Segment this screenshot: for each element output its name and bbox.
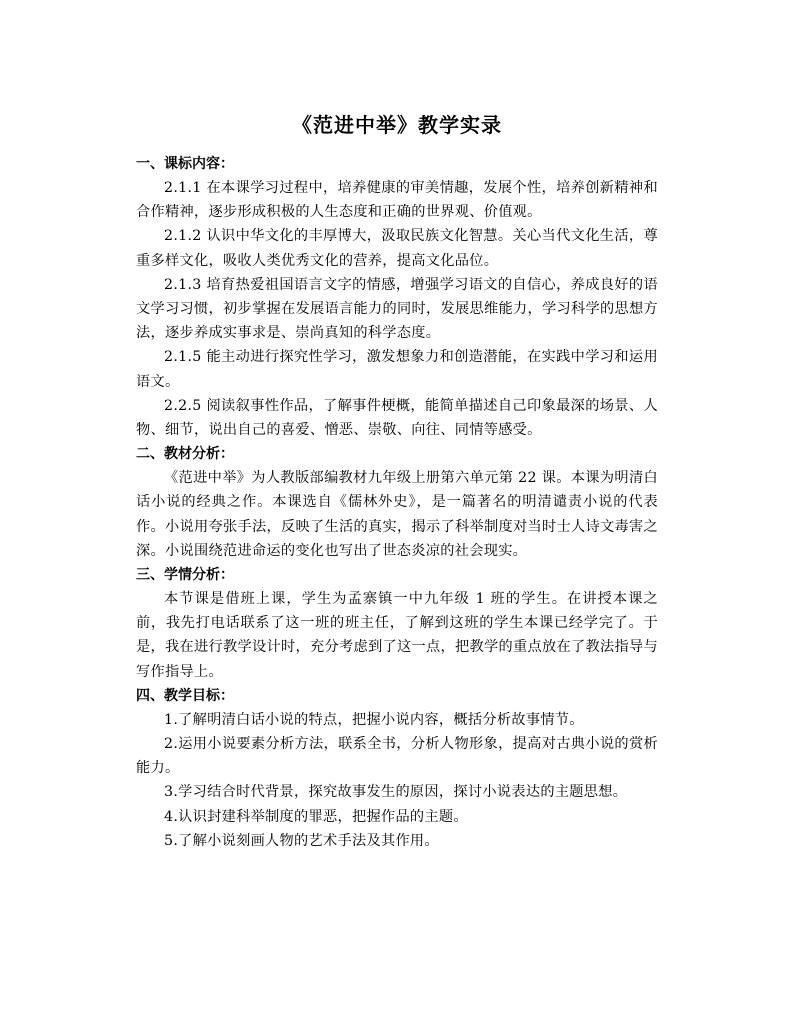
section-heading-students: 三、学情分析： xyxy=(136,567,234,584)
section-heading-objectives: 四、教学目标： xyxy=(136,687,234,704)
textbook-paragraph: 《范进中举》为人教版部编教材九年级上册第六单元第 22 课。本课为明清白话小说的经典之作。本课选自《儒林外史》，是一篇著名的明清谴责小说的代表作。小说用夸张手法，反映了生活的真实，揭示了科举制度对当时士人诗文毒害之深。小说围绕范进命运的变化也写出了世态炎凉的社会现实。 xyxy=(136,470,658,559)
document-title: 《范进中举》教学实录 xyxy=(292,113,502,137)
section-heading-textbook: 二、教材分析： xyxy=(136,446,234,463)
objective-item: 2.运用小说要素分析方法，联系全书，分析人物形象，提高对古典小说的赏析能力。 xyxy=(136,736,658,777)
objective-item: 1.了解明清白话小说的特点，把握小说内容，概括分析故事情节。 xyxy=(164,711,584,728)
objective-item: 4.认识封建科举制度的罪恶，把握作品的主题。 xyxy=(164,808,468,825)
curriculum-paragraph: 2.1.2 认识中华文化的丰厚博大，汲取民族文化智慧。关心当代文化生活，尊重多样文化，吸收人类优秀文化的营养，提高文化品位。 xyxy=(136,228,658,269)
objective-item: 5.了解小说刻画人物的艺术手法及其作用。 xyxy=(164,832,439,849)
curriculum-paragraph: 2.1.1 在本课学习过程中，培养健康的审美情趣，发展个性，培养创新精神和合作精神，逐步形成积极的人生态度和正确的世界观、价值观。 xyxy=(136,180,658,221)
students-paragraph: 本节课是借班上课，学生为孟寨镇一中九年级 1 班的学生。在讲授本课之前，我先打电话联系了这一班的班主任，了解到这班的学生本课已经学完了。于是，我在进行教学设计时，充分考虑到了这一点，把教学的重点放在了教法指导与写作指导上。 xyxy=(136,591,658,680)
section-heading-curriculum: 一、课标内容： xyxy=(136,156,234,172)
curriculum-paragraph: 2.2.5 阅读叙事性作品，了解事件梗概，能简单描述自己印象最深的场景、人物、细节，说出自己的喜爱、憎恶、崇敬、向往、同情等感受。 xyxy=(136,397,658,439)
curriculum-paragraph: 2.1.3 培育热爱祖国语言文字的情感，增强学习语文的自信心，养成良好的语文学习习惯，初步掌握在发展语言能力的同时，发展思维能力，学习科学的思想方法，逐步养成实事求是、崇尚真知的科学态度。 xyxy=(136,276,658,342)
document-body xyxy=(136,152,658,853)
objective-item: 3.学习结合时代背景，探究故事发生的原因，探讨小说表达的主题思想。 xyxy=(164,784,628,801)
curriculum-paragraph: 2.1.5 能主动进行探究性学习，激发想象力和创造潜能，在实践中学习和运用语文。 xyxy=(136,349,658,390)
